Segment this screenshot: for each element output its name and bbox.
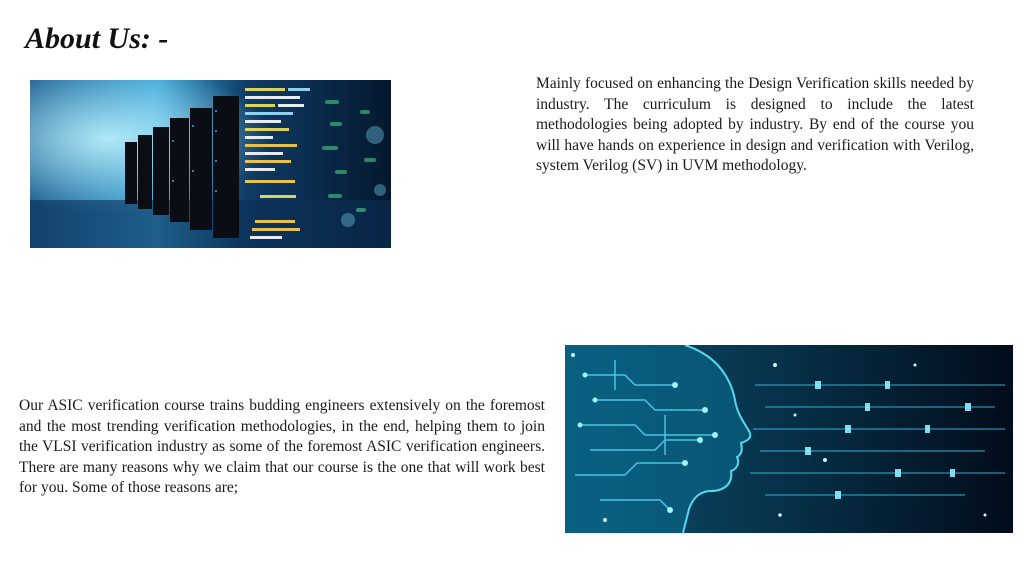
ai-circuit-head-photo-icon [565, 345, 1013, 533]
page-title: About Us: - [25, 22, 169, 55]
server-room-photo-icon [30, 80, 391, 248]
course-description-paragraph: Our ASIC verification course trains budding engineers extensively on the foremost and the most trending verification methodologies, in the end, helping them to join the VLSI verification industry as some of the foremost ASIC verification engineers. There are many reasons why we claim that our course is the one that will work best for you. Some of those reasons are; [19, 397, 545, 497]
intro-paragraph: Mainly focused on enhancing the Design Verification skills needed by industry. The curriculum is designed to include the latest methodologies being adopted by industry. By end of the course you will have hands on experience in design and verification with Verilog, system Verilog (SV) in UVM methodology. [536, 75, 974, 175]
server-room-photo [30, 80, 391, 248]
ai-circuit-head-photo [565, 345, 1013, 533]
